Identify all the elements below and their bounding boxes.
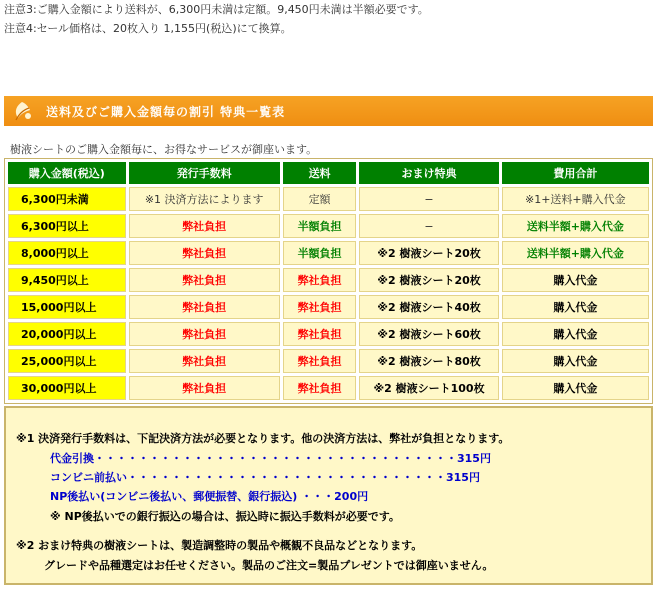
section-banner xyxy=(4,96,653,126)
fee-cell xyxy=(129,214,280,238)
bonus-text: ※2 樹液シート80枚 xyxy=(377,355,481,368)
leaf-icon xyxy=(10,100,34,122)
bonus-text: − xyxy=(424,192,434,206)
bonus-text: ※2 樹液シート60枚 xyxy=(377,328,481,341)
total-cell xyxy=(502,295,649,319)
fee-convenience-prepay: コンビニ前払い・・・・・・・・・・・・・・・・・・・・・・・・・・・・・315円 xyxy=(50,471,480,484)
price-table xyxy=(4,158,653,404)
fee-cell xyxy=(129,268,280,292)
table-row xyxy=(8,376,649,400)
fee-text: 弊社負担 xyxy=(182,355,227,368)
fee-cell xyxy=(129,376,280,400)
fee-cell xyxy=(129,295,280,319)
table-row xyxy=(8,322,649,346)
bonus-cell xyxy=(359,214,498,238)
total-cell xyxy=(502,214,649,238)
footnote-box xyxy=(4,406,653,585)
amount-cell: 20,000円以上 xyxy=(8,322,126,346)
header-shipping: 送料 xyxy=(283,162,357,184)
bonus-text: ※2 樹液シート100枚 xyxy=(373,382,485,395)
bonus-cell xyxy=(359,187,498,211)
shipping-cell xyxy=(283,214,357,238)
shipping-text: 半額負担 xyxy=(297,220,342,233)
header-bonus: おまけ特典 xyxy=(359,162,498,184)
table-row xyxy=(8,187,649,211)
amount-cell: 9,450円以上 xyxy=(8,268,126,292)
shipping-cell xyxy=(283,268,357,292)
shipping-cell xyxy=(283,187,357,211)
fee-text: 弊社負担 xyxy=(182,274,227,287)
header-amount: 購入金額(税込) xyxy=(8,162,126,184)
bonus-cell xyxy=(359,349,498,373)
amount-cell: 6,300円以上 xyxy=(8,214,126,238)
total-cell xyxy=(502,187,649,211)
bonus-cell xyxy=(359,376,498,400)
shipping-cell xyxy=(283,322,357,346)
amount-cell: 8,000円以上 xyxy=(8,241,126,265)
bonus-cell xyxy=(359,322,498,346)
shipping-cell xyxy=(283,295,357,319)
table-row xyxy=(8,349,649,373)
total-text: 送料半額+購入代金 xyxy=(526,247,624,260)
bonus-cell xyxy=(359,268,498,292)
fee-cell xyxy=(129,349,280,373)
table-header-row xyxy=(8,162,649,184)
total-cell xyxy=(502,268,649,292)
shipping-text: 弊社負担 xyxy=(297,382,342,395)
shipping-text: 弊社負担 xyxy=(297,274,342,287)
amount-cell: 25,000円以上 xyxy=(8,349,126,373)
bonus-text: ※2 樹液シート20枚 xyxy=(377,247,481,260)
bonus-text: ※2 樹液シート20枚 xyxy=(377,274,481,287)
amount-cell: 15,000円以上 xyxy=(8,295,126,319)
footnote-2-note: グレードや品種選定はお任せください。製品のご注文=製品プレゼントでは御座いません。 xyxy=(44,559,494,572)
bonus-text: − xyxy=(424,219,434,233)
table-row xyxy=(8,241,649,265)
note-4: 注意4:セール価格は、20枚入り 1,155円(税込)にて換算。 xyxy=(4,22,292,35)
bonus-cell xyxy=(359,295,498,319)
footnote-1: ※1 決済発行手数料は、下記決済方法が必要となります。他の決済方法は、弊社が負担となります。 xyxy=(16,432,510,445)
total-text: 購入代金 xyxy=(553,301,598,314)
total-text: 購入代金 xyxy=(553,274,598,287)
np-note: ※ NP後払いでの銀行振込の場合は、振込時に振込手数料が必要です。 xyxy=(50,510,400,523)
total-cell xyxy=(502,322,649,346)
bonus-text: ※2 樹液シート40枚 xyxy=(377,301,481,314)
total-text: 購入代金 xyxy=(553,355,598,368)
fee-cell xyxy=(129,241,280,265)
amount-cell: 6,300円未満 xyxy=(8,187,126,211)
header-total: 費用合計 xyxy=(502,162,649,184)
shipping-cell xyxy=(283,376,357,400)
fee-np-postpay: NP後払い(コンビニ後払い、郵便振替、銀行振込) ・・・200円 xyxy=(50,490,369,503)
total-text: 購入代金 xyxy=(553,328,598,341)
table-row xyxy=(8,295,649,319)
shipping-text: 弊社負担 xyxy=(297,328,342,341)
banner-title: 送料及びご購入金額毎の割引 特典一覧表 xyxy=(46,105,286,119)
fee-text: ※1 決済方法によります xyxy=(144,193,264,206)
intro-text: 樹液シートのご購入金額毎に、お得なサービスが御座います。 xyxy=(10,143,318,156)
shipping-cell xyxy=(283,349,357,373)
fee-text: 弊社負担 xyxy=(182,382,227,395)
note-3: 注意3:ご購入金額により送料が、6,300円未満は定額。9,450円未満は半額必要です。 xyxy=(4,3,429,16)
shipping-text: 半額負担 xyxy=(297,247,342,260)
notes xyxy=(4,0,429,38)
fee-text: 弊社負担 xyxy=(182,247,227,260)
total-cell xyxy=(502,376,649,400)
shipping-text: 弊社負担 xyxy=(297,355,342,368)
fee-text: 弊社負担 xyxy=(182,328,227,341)
header-fee: 発行手数料 xyxy=(129,162,280,184)
fee-cell xyxy=(129,322,280,346)
shipping-text: 弊社負担 xyxy=(297,301,342,314)
table-row xyxy=(8,268,649,292)
fee-text: 弊社負担 xyxy=(182,301,227,314)
amount-cell: 30,000円以上 xyxy=(8,376,126,400)
total-text: ※1+送料+購入代金 xyxy=(525,193,626,206)
total-text: 購入代金 xyxy=(553,382,598,395)
shipping-cell xyxy=(283,241,357,265)
fee-cell xyxy=(129,187,280,211)
total-text: 送料半額+購入代金 xyxy=(526,220,624,233)
total-cell xyxy=(502,349,649,373)
table-row xyxy=(8,214,649,238)
bonus-cell xyxy=(359,241,498,265)
shipping-text: 定額 xyxy=(308,193,331,206)
fee-text: 弊社負担 xyxy=(182,220,227,233)
fee-cod: 代金引換・・・・・・・・・・・・・・・・・・・・・・・・・・・・・・・・・315円 xyxy=(50,452,491,465)
footnote-2: ※2 おまけ特典の樹液シートは、製造調整時の製品や概観不良品などとなります。 xyxy=(16,539,423,552)
total-cell xyxy=(502,241,649,265)
